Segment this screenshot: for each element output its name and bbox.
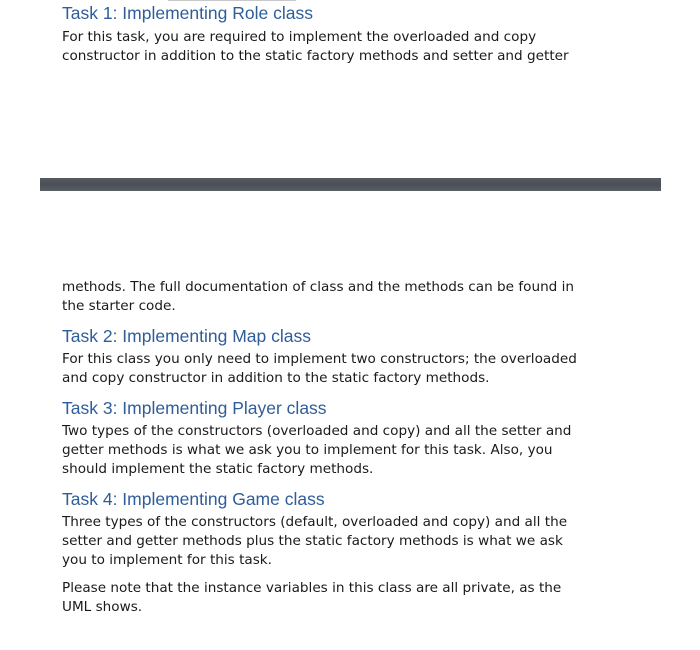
text-line: For this task, you are required to implement the overloaded and copy: [62, 29, 537, 45]
text-line: the starter code.: [62, 298, 176, 314]
task4-paragraph: [62, 513, 622, 570]
task1-heading: Task 1: Implementing Role class: [62, 3, 313, 23]
text-line: setter and getter methods plus the static factory methods is what we ask: [62, 533, 563, 549]
text-line: constructor in addition to the static factory methods and setter and getter: [62, 48, 569, 64]
text-line: getter methods is what we ask you to implement for this task. Also, you: [62, 442, 553, 458]
text-line: you to implement for this task.: [62, 552, 272, 568]
page-break-bar: [40, 178, 661, 191]
top-border-fragment: [168, 0, 296, 1]
task3-paragraph: [62, 422, 622, 479]
task2-heading: Task 2: Implementing Map class: [62, 326, 311, 346]
task1-paragraph-part1: [62, 28, 622, 66]
text-line: For this class you only need to implement two constructors; the overloaded: [62, 351, 577, 367]
text-line: methods. The full documentation of class and the methods can be found in: [62, 279, 575, 295]
text-line: and copy constructor in addition to the static factory methods.: [62, 370, 490, 386]
note-paragraph: [62, 579, 622, 617]
task4-heading: Task 4: Implementing Game class: [62, 489, 325, 509]
task1-paragraph-part2: [62, 278, 622, 316]
text-line: should implement the static factory methods.: [62, 461, 374, 477]
text-line: Three types of the constructors (default, overloaded and copy) and all the: [62, 514, 568, 530]
text-line: Two types of the constructors (overloaded and copy) and all the setter and: [62, 423, 572, 439]
task3-heading: Task 3: Implementing Player class: [62, 398, 327, 418]
task2-paragraph: [62, 350, 622, 388]
text-line: Please note that the instance variables in this class are all private, as the: [62, 580, 562, 596]
text-line: UML shows.: [62, 599, 143, 615]
